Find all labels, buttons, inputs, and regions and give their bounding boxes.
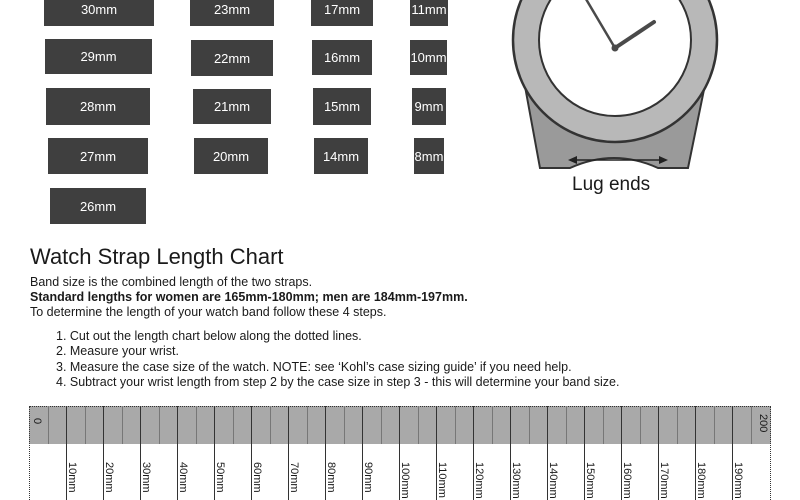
- ruler-label: 60mm: [251, 462, 263, 493]
- ruler-minor-tick: [159, 406, 160, 444]
- ruler-label: 110mm: [436, 462, 448, 498]
- ruler-label: 70mm: [288, 462, 300, 493]
- ruler-label: 140mm: [547, 462, 559, 499]
- ruler-label: 120mm: [473, 462, 485, 499]
- ruler-label: 30mm: [140, 462, 152, 493]
- ruler-label: 170mm: [658, 462, 670, 499]
- ruler-label: 10mm: [66, 462, 78, 493]
- step-item: 2. Measure your wrist.: [56, 344, 179, 359]
- size-27mm: 27mm: [48, 138, 148, 174]
- size-14mm: 14mm: [314, 138, 368, 174]
- ruler-minor-tick: [233, 406, 234, 444]
- steps-list: [56, 329, 619, 390]
- ruler-minor-tick: [566, 406, 567, 444]
- watch-case: [513, 0, 717, 168]
- size-15mm: 15mm: [313, 88, 371, 125]
- ruler-minor-tick: [714, 406, 715, 444]
- ruler-label: 190mm: [732, 462, 744, 499]
- size-26mm: 26mm: [50, 188, 146, 224]
- cut-line-left: [29, 406, 30, 500]
- ruler-minor-tick: [529, 406, 530, 444]
- ruler-label: 90mm: [362, 462, 374, 493]
- size-30mm: 30mm: [44, 0, 154, 26]
- ruler-minor-tick: [270, 406, 271, 444]
- ruler-label: 150mm: [584, 462, 596, 499]
- ruler-minor-tick: [677, 406, 678, 444]
- lug-ends-label: Lug ends: [572, 174, 651, 195]
- standard-lengths-text: Standard lengths for women are 165mm-180mm; men are 184mm-197mm.: [30, 290, 468, 304]
- ruler-minor-tick: [196, 406, 197, 444]
- ruler-minor-tick: [307, 406, 308, 444]
- ruler-minor-tick: [751, 406, 752, 444]
- ruler-label: 20mm: [103, 462, 115, 493]
- size-8mm: 8mm: [414, 138, 444, 174]
- ruler-label: 100mm: [399, 462, 411, 499]
- ruler-minor-tick: [344, 406, 345, 444]
- size-22mm: 22mm: [191, 40, 273, 76]
- cut-line-right: [770, 406, 771, 500]
- ruler-minor-tick: [48, 406, 49, 444]
- size-11mm: 11mm: [410, 0, 448, 26]
- ruler-minor-tick: [418, 406, 419, 444]
- step-item: 1. Cut out the length chart below along the dotted lines.: [56, 329, 362, 343]
- length-ruler: [29, 406, 771, 500]
- ruler-minor-tick: [640, 406, 641, 444]
- ruler-minor-tick: [85, 406, 86, 444]
- ruler-minor-tick: [122, 406, 123, 444]
- step-item: 3. Measure the case size of the watch. NOTE: see ‘Kohl’s case sizing guide’ if you need help.: [56, 359, 572, 374]
- page-title: Watch Strap Length Chart: [30, 244, 284, 269]
- howto-text: To determine the length of your watch band follow these 4 steps.: [30, 305, 387, 319]
- size-17mm: 17mm: [311, 0, 373, 26]
- ruler-minor-tick: [455, 406, 456, 444]
- size-29mm: 29mm: [45, 39, 152, 74]
- size-21mm: 21mm: [193, 89, 271, 124]
- ruler-label: 40mm: [177, 462, 189, 493]
- size-23mm: 23mm: [190, 0, 274, 26]
- size-9mm: 9mm: [412, 88, 446, 125]
- ruler-label: 160mm: [621, 462, 633, 499]
- ruler-end-label: 200: [757, 414, 769, 433]
- watch-diagram: [500, 0, 740, 200]
- ruler-minor-tick: [381, 406, 382, 444]
- ruler-start-label: 0: [31, 418, 43, 425]
- ruler-label: 50mm: [214, 462, 226, 493]
- size-10mm: 10mm: [410, 40, 447, 75]
- size-28mm: 28mm: [46, 88, 150, 125]
- ruler-minor-tick: [603, 406, 604, 444]
- ruler-label: 180mm: [695, 462, 707, 499]
- step-item: 4. Subtract your wrist length from step 2 by the case size in step 3 - this will determine your band size.: [56, 374, 620, 389]
- intro-text: Band size is the combined length of the two straps.: [30, 275, 313, 289]
- ruler-label: 80mm: [325, 462, 337, 493]
- ruler-minor-tick: [492, 406, 493, 444]
- size-16mm: 16mm: [312, 40, 372, 75]
- ruler-label: 130mm: [510, 462, 522, 499]
- size-20mm: 20mm: [194, 138, 268, 174]
